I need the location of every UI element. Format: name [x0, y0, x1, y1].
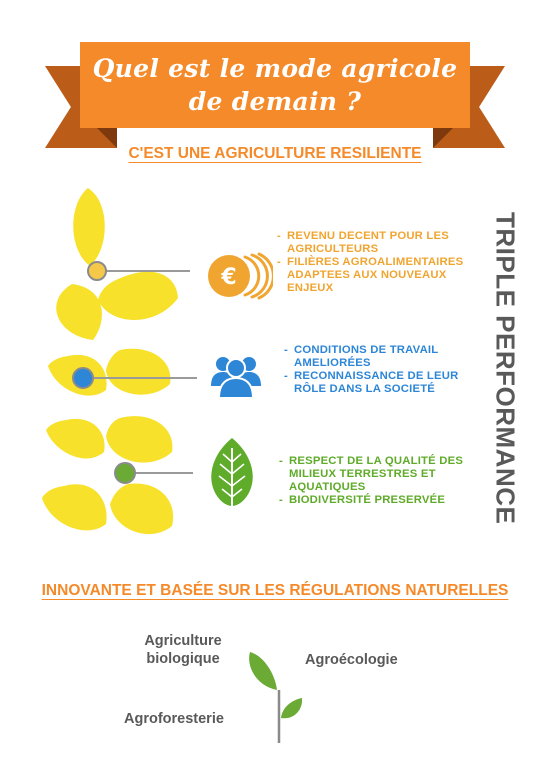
triple-performance-label: TRIPLE PERFORMANCE	[490, 211, 521, 525]
title-banner	[80, 42, 470, 128]
connector-line-2	[92, 377, 197, 379]
svg-text:€: €	[221, 265, 237, 290]
section-2-title: INNOVANTE ET BASÉE SUR LES RÉGULATIONS NATURELLES	[41, 582, 509, 599]
connector-dot-green	[114, 462, 136, 484]
list-item: - FILIÈRES AGROALIMENTAIRES ADAPTEES AUX NOUVEAUX ENJEUX	[277, 256, 464, 294]
list-item: - RECONNAISSANCE DE LEUR RÔLE DANS LA SOCIETÉ	[284, 370, 459, 395]
list-item: - BIODIVERSITÉ PRESERVÉE	[279, 494, 446, 506]
label-agroforesterie: Agroforesterie	[124, 711, 224, 727]
list-item: - REVENU DECENT POUR LES AGRICULTEURS	[277, 230, 449, 255]
connector-dot-orange	[87, 261, 107, 281]
subtitle-resiliente: C'EST UNE AGRICULTURE RESILIENTE	[128, 145, 422, 162]
environmental-list	[279, 455, 485, 507]
wheat-ear-icon	[28, 180, 208, 560]
label-agroecologie: Agroécologie	[305, 652, 398, 668]
list-item: - CONDITIONS DE TRAVAIL AMELIORÉES	[284, 344, 439, 369]
list-item: - RESPECT DE LA QUALITÉ DES MILIEUX TERRESTRES ET AQUATIQUES	[279, 455, 464, 493]
leaf-icon	[209, 436, 255, 512]
social-list	[284, 344, 460, 396]
people-group-icon	[210, 352, 262, 398]
connector-line-3	[132, 472, 193, 474]
connector-line-1	[104, 270, 190, 272]
economic-list	[277, 230, 477, 295]
vertical-title	[482, 212, 528, 524]
page-title-line-2: de demain ?	[188, 87, 362, 116]
page-title-line-1: Quel est le mode agricole	[92, 54, 458, 83]
euro-coin-icon	[205, 251, 273, 301]
connector-dot-blue	[72, 367, 94, 389]
sprout-icon	[244, 650, 306, 746]
label-agriculture-biologique: Agriculture biologique	[144, 633, 222, 667]
